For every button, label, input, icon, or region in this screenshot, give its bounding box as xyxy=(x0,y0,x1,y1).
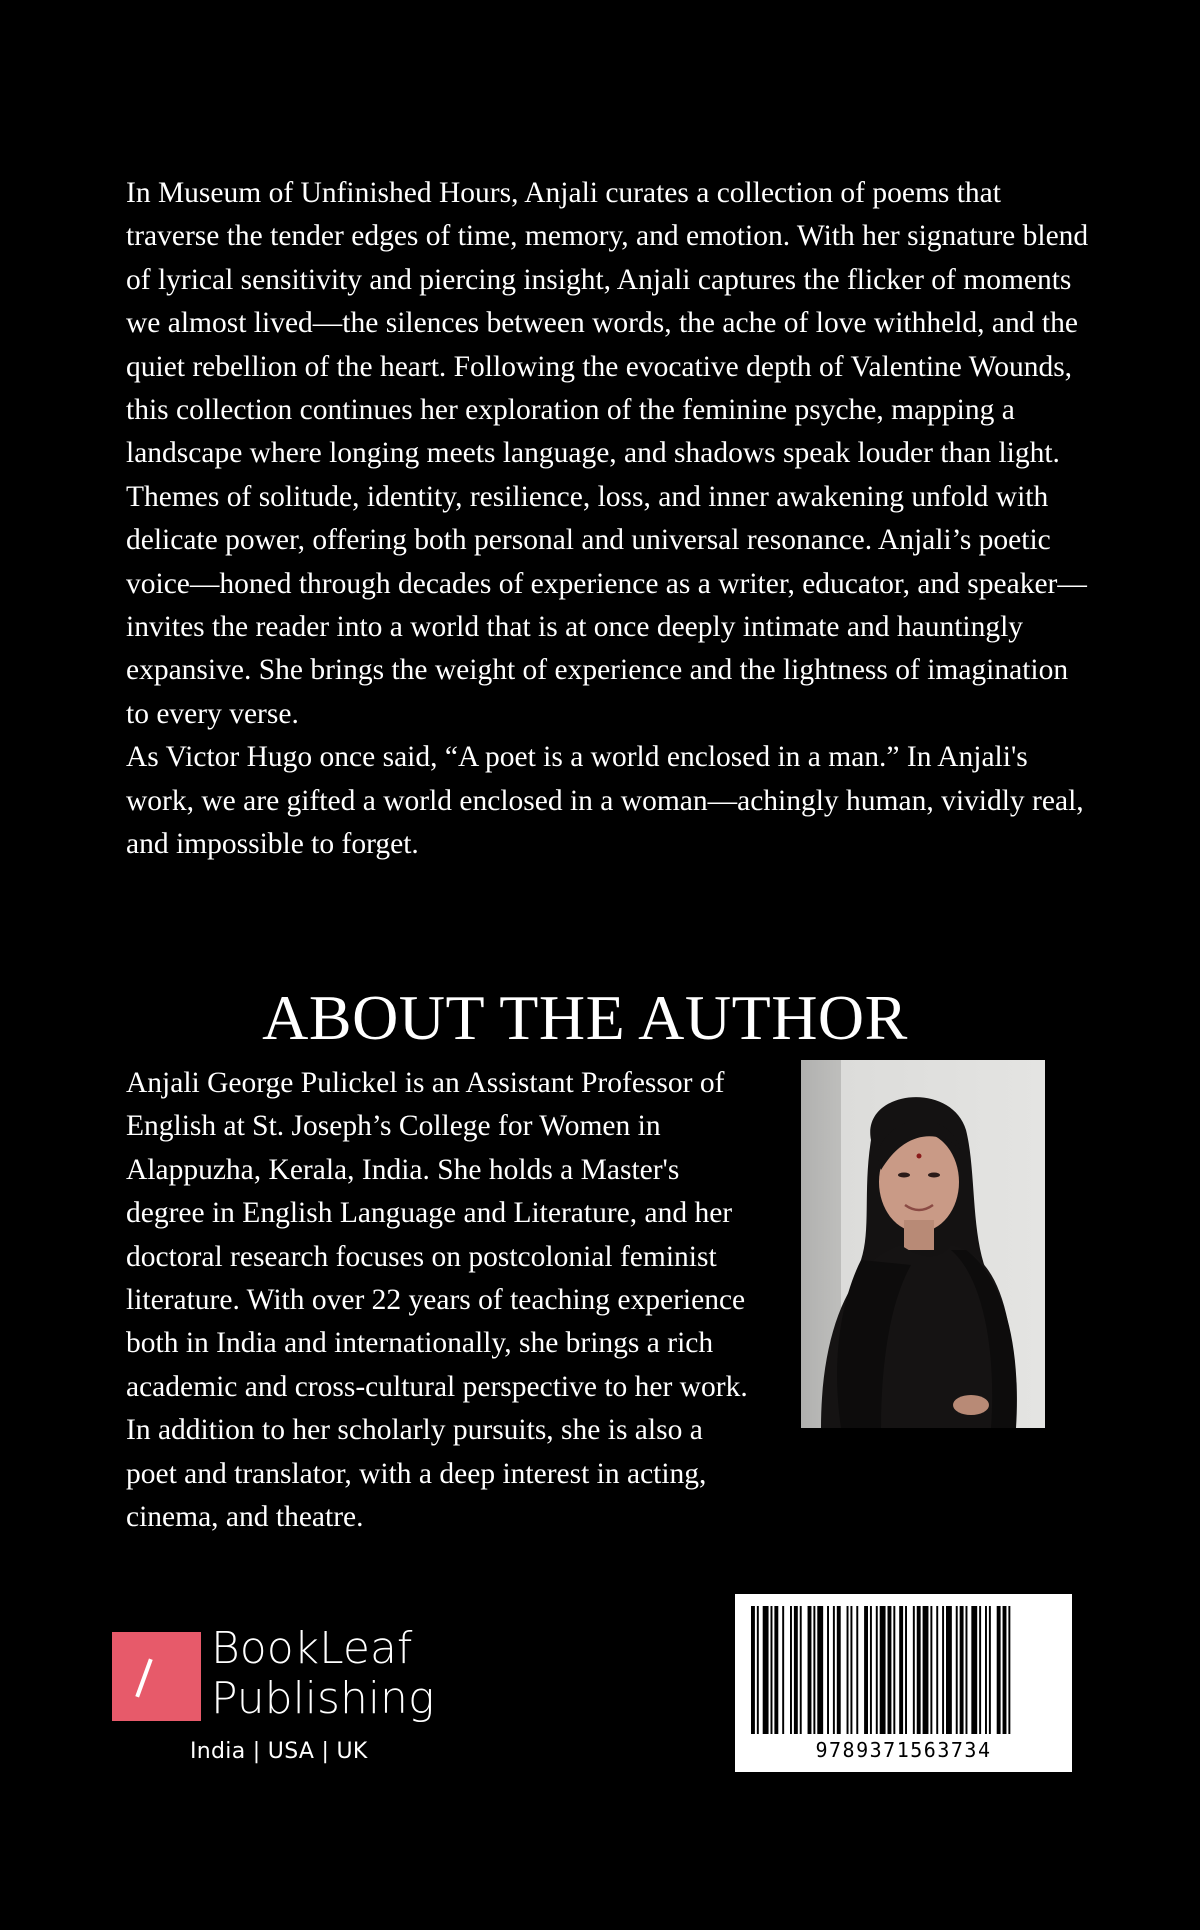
barcode-bar xyxy=(960,1606,964,1734)
blurb-quote-paragraph: As Victor Hugo once said, “A poet is a world enclosed in a man.” In Anjali's work, we are gifted a world enclosed in a woman—achingly human, vividly real, and impossible to forget. xyxy=(126,741,1084,861)
barcode-bar xyxy=(774,1606,778,1734)
barcode-bar xyxy=(888,1606,892,1734)
publisher-regions: India | USA | UK xyxy=(190,1739,368,1764)
barcode-bar xyxy=(923,1606,929,1734)
about-author-heading: ABOUT THE AUTHOR xyxy=(262,982,908,1053)
barcode-bar xyxy=(790,1606,792,1734)
back-cover-blurb xyxy=(126,172,1096,867)
barcode-bar xyxy=(771,1606,773,1734)
barcode-bar xyxy=(837,1606,841,1734)
barcode-bar xyxy=(876,1606,878,1734)
isbn-barcode xyxy=(735,1594,1072,1772)
publisher-name-line2: Publishing xyxy=(211,1673,435,1724)
barcode-bar xyxy=(763,1606,769,1734)
publisher-name-line1: BookLeaf xyxy=(211,1623,413,1674)
barcode-bar xyxy=(966,1606,968,1734)
barcode-bar xyxy=(899,1606,903,1734)
barcode-bar xyxy=(808,1606,812,1734)
barcode-bar xyxy=(989,1606,991,1734)
barcode-bar xyxy=(979,1606,981,1734)
barcode-bar xyxy=(956,1606,958,1734)
barcode-icon xyxy=(747,1606,1060,1734)
barcode-bar xyxy=(833,1606,835,1734)
barcode-bar xyxy=(930,1606,932,1734)
publisher-logo-mark xyxy=(112,1632,201,1721)
barcode-bar xyxy=(850,1606,852,1734)
barcode-bar xyxy=(870,1606,872,1734)
barcode-bar xyxy=(751,1606,755,1734)
barcode-bar xyxy=(856,1606,858,1734)
publisher-logo xyxy=(112,1623,472,1778)
barcode-bar xyxy=(971,1606,977,1734)
barcode-bar xyxy=(800,1606,802,1734)
barcode-bar xyxy=(880,1606,886,1734)
barcode-bar xyxy=(1008,1606,1010,1734)
barcode-bar xyxy=(913,1606,915,1734)
barcode-bar xyxy=(794,1606,798,1734)
barcode-bar xyxy=(817,1606,823,1734)
barcode-bar xyxy=(985,1606,987,1734)
barcode-bar xyxy=(942,1606,944,1734)
barcode-bar xyxy=(757,1606,759,1734)
barcode-bar xyxy=(997,1606,1001,1734)
slash-icon xyxy=(135,1659,152,1698)
isbn-number: 9789371563734 xyxy=(815,1738,992,1762)
author-portrait-image xyxy=(801,1060,1045,1428)
barcode-bar xyxy=(782,1606,784,1734)
author-bio: Anjali George Pulickel is an Assistant Professor of English at St. Joseph’s College for Women in Alappuzha, Kerala, India. She holds a Master's degree in English Language and Literature, and her doctoral research focuses on postcolonial feminist literature. With over 22 years of teaching experience both in India and internationally, she brings a rich academic and cross-cultural perspective to her work. In addition to her scholarly pursuits, she is also a poet and translator, with a deep interest in acting, cinema, and theatre. xyxy=(126,1067,748,1534)
barcode-bar xyxy=(827,1606,829,1734)
barcode-bar xyxy=(847,1606,849,1734)
publisher-name xyxy=(211,1624,434,1724)
barcode-bar xyxy=(936,1606,938,1734)
barcode-bar xyxy=(946,1606,952,1734)
barcode-bar xyxy=(905,1606,907,1734)
barcode-bar xyxy=(917,1606,921,1734)
author-photo xyxy=(801,1060,1045,1428)
barcode-bar xyxy=(1003,1606,1007,1734)
barcode-bar xyxy=(813,1606,815,1734)
barcode-bar xyxy=(864,1606,868,1734)
blurb-paragraph: In Museum of Unfinished Hours, Anjali curates a collection of poems that traverse the tender edges of time, memory, and emotion. With her signature blend of lyrical sensitivity and piercing insight, Anjali captures the flicker of moments we almost lived—the silences between words, the ache of love withheld, and the quiet rebellion of the heart. Following the evocative depth of Valentine Wounds, this collection continues her exploration of the feminine psyche, mapping a landscape where longing meets language, and shadows speak louder than light. Themes of solitude, identity, resilience, loss, and inner awakening unfold with delicate power, offering both personal and universal resonance. Anjali’s poetic voice—honed through decades of experience as a writer, educator, and speaker—invites the reader into a world that is at once deeply intimate and hauntingly expansive. She brings the weight of experience and the lightness of imagination to every verse. xyxy=(126,177,1089,730)
barcode-bar xyxy=(893,1606,895,1734)
